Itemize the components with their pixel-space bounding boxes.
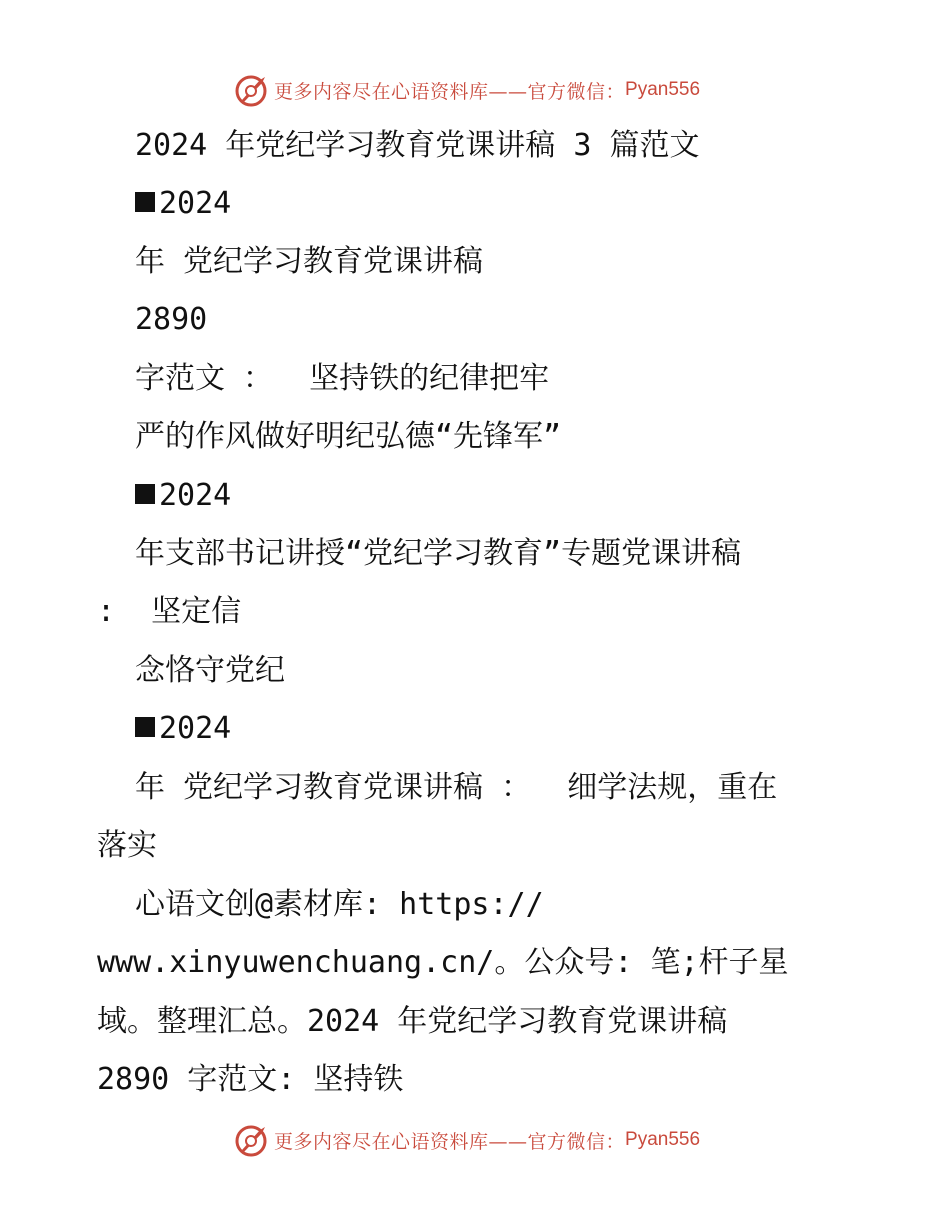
text-line: 念恪守党纪 [135,653,285,688]
square-bullet-icon [135,192,155,212]
text-line: : 坚定信 [97,594,242,629]
list-item-1-heading [135,186,231,222]
text-line: 年支部书记讲授“党纪学习教育”专题党课讲稿 [135,536,742,571]
banner-wechat-id: Pyan556 [625,1129,701,1150]
text-line: 落实 [97,828,157,863]
banner-text: 更多内容尽在心语资料库——官方微信： [274,1130,626,1153]
square-bullet-icon [135,717,155,737]
pen-logo-icon [234,72,270,108]
text-line: www.xinyuwenchuang.cn/。公众号: 笔;杆子星 [97,945,789,980]
list-item-3-heading [135,711,231,747]
text-line: 2890 字范文: 坚持铁 [97,1062,404,1097]
banner-text: 更多内容尽在心语资料库——官方微信： [274,80,626,103]
text-line: 年 党纪学习教育党课讲稿 [135,244,484,279]
header-banner [234,70,714,110]
footer-banner [234,1120,714,1160]
list-item-1-year: 2024 [159,186,232,221]
text-line: 心语文创@素材库: https:// [135,887,544,922]
banner-wechat-id: Pyan556 [625,79,701,100]
document-title: 2024 年党纪学习教育党课讲稿 3 篇范文 [135,128,700,163]
square-bullet-icon [135,484,155,504]
text-line: 字范文 ： 坚持铁的纪律把牢 [135,361,550,396]
text-line: 年 党纪学习教育党课讲稿 ： 细学法规，重在 [135,770,778,805]
list-item-2-heading [135,478,231,514]
pen-logo-icon [234,1122,270,1158]
text-line: 2890 [135,302,208,337]
text-line: 域。整理汇总。2024 年党纪学习教育党课讲稿 [97,1004,728,1039]
list-item-2-year: 2024 [159,478,232,513]
list-item-3-year: 2024 [159,711,232,746]
text-line: 严的作风做好明纪弘德“先锋军” [135,419,562,454]
